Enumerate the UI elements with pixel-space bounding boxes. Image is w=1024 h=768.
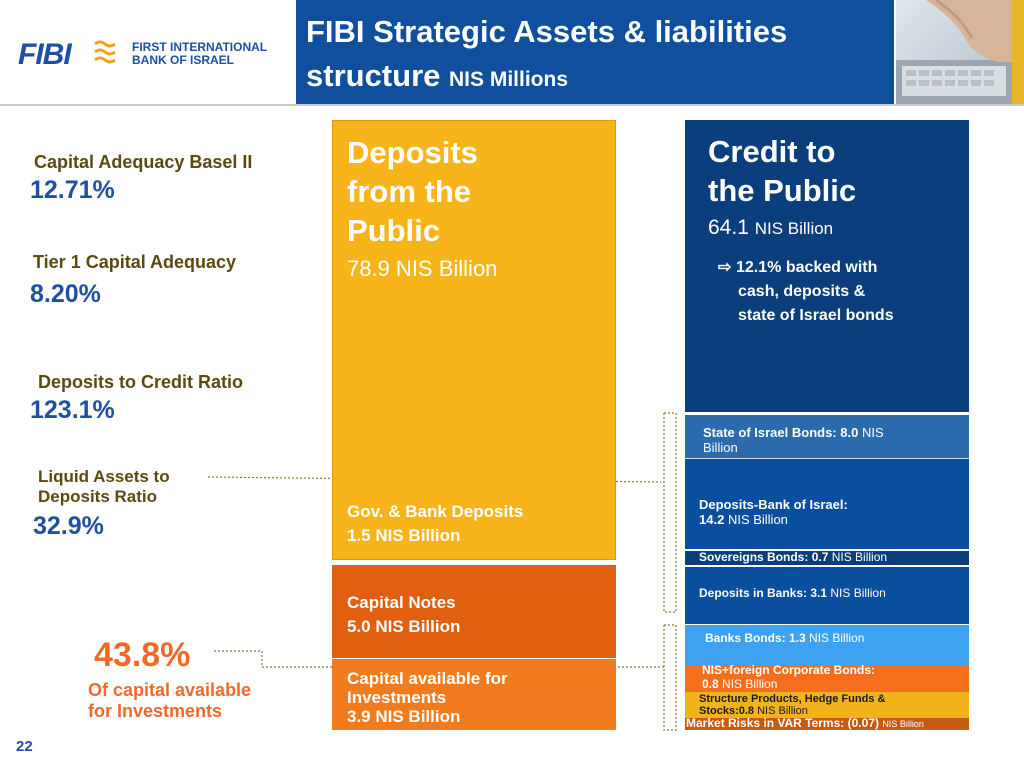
structure-label-line1: Structure Products, Hedge Funds &: [699, 693, 886, 705]
liquid-assets-value: 32.9%: [33, 512, 104, 540]
state-bonds-value: 8.0: [840, 425, 859, 440]
investment-capital-label: [88, 680, 288, 722]
credit-title-line1: Credit to: [708, 134, 836, 169]
var-label: Market Risks in VAR Terms: (0.07): [686, 716, 879, 730]
liquid-assets-label: [38, 467, 218, 507]
bank-of-israel-deposits-text: [699, 497, 949, 527]
capital-notes-value: 5.0 NIS Billion: [347, 617, 461, 636]
structure-unit: NIS Billion: [757, 705, 808, 717]
credit-title: [708, 132, 928, 210]
capital-adequacy-label: Capital Adequacy Basel II: [34, 152, 253, 172]
investment-capital-label-line2: for Investments: [88, 701, 223, 721]
page-title: FIBI Strategic Assets & liabilities: [306, 14, 788, 49]
corporate-bonds-text: [702, 663, 962, 691]
deposits-credit-value: 123.1%: [30, 396, 115, 424]
capital-available-label-line2: Investments: [347, 688, 447, 707]
gov-bank-deposits-value: 1.5 NIS Billion: [347, 526, 461, 545]
state-bonds-unit: NIS: [861, 425, 884, 440]
sovereign-bonds-text: [699, 550, 969, 565]
sovereign-label: Sovereigns Bonds: 0.7: [699, 550, 829, 564]
credit-note-line2: cash, deposits &: [738, 283, 866, 300]
credit-value-unit: NIS Billion: [754, 219, 834, 238]
investment-capital-label-line1: Of capital available: [88, 680, 252, 700]
investment-capital-percent: 43.8%: [94, 636, 191, 674]
logo-name-line1: FIRST INTERNATIONAL: [132, 40, 268, 54]
capital-notes-label: Capital Notes: [347, 593, 456, 612]
structured-products-text: [699, 693, 959, 717]
market-risk-text: [686, 716, 976, 731]
bank-bonds-unit: NIS Billion: [809, 631, 865, 645]
deposits-title-line2: from the: [347, 174, 471, 209]
credit-note: [718, 256, 948, 328]
credit-note-line3: state of Israel bonds: [738, 307, 894, 324]
bank-bonds-text: [705, 631, 955, 646]
corporate-unit: NIS Billion: [722, 677, 778, 691]
state-bonds-text: [703, 425, 953, 455]
deposits-banks-unit: NIS Billion: [830, 586, 886, 600]
structure-label-line2: Stocks:0.8: [699, 705, 755, 717]
logo-name-line2: BANK OF ISRAEL: [132, 53, 234, 67]
boi-value: 14.2: [699, 512, 725, 527]
corporate-label: NIS+foreign Corporate Bonds:: [702, 663, 876, 677]
credit-note-line1: 12.1% backed with: [736, 259, 878, 276]
tier1-label: Tier 1 Capital Adequacy: [33, 252, 237, 272]
capital-available-value: 3.9 NIS Billion: [347, 707, 461, 726]
boi-unit: NIS Billion: [727, 512, 788, 527]
deposits-in-banks-text: [699, 586, 959, 601]
page-title-structure: structure: [306, 58, 441, 93]
state-bonds-label: State of Israel Bonds:: [703, 425, 837, 440]
liquid-assets-label-line1: Liquid Assets to: [38, 467, 170, 486]
deposits-value: 78.9 NIS Billion: [347, 256, 498, 281]
arrow-right-icon: ⇨: [718, 259, 732, 276]
tier1-value: 8.20%: [30, 280, 101, 308]
var-unit: NIS Billion: [882, 719, 924, 729]
credit-value: [708, 216, 833, 240]
page-number: 22: [16, 738, 33, 755]
sovereign-unit: NIS Billion: [831, 550, 888, 564]
page-title-unit: NIS Millions: [449, 68, 569, 91]
gov-bank-deposits-label: Gov. & Bank Deposits: [347, 502, 524, 521]
deposits-title-line1: Deposits: [347, 135, 478, 170]
capital-adequacy-value: 12.71%: [30, 176, 115, 204]
boi-label: Deposits-Bank of Israel:: [699, 497, 848, 512]
deposits-title: [347, 133, 547, 250]
credit-value-number: 64.1: [708, 216, 749, 239]
liquid-assets-label-line2: Deposits Ratio: [38, 487, 158, 506]
deposits-title-line3: Public: [347, 213, 441, 248]
deposits-banks-label: Deposits in Banks: 3.1: [699, 586, 828, 600]
bank-bonds-label: Banks Bonds: 1.3: [705, 631, 806, 645]
deposits-credit-label: Deposits to Credit Ratio: [38, 372, 244, 392]
state-bonds-unit2: Billion: [703, 440, 738, 455]
corporate-value: 0.8: [702, 677, 719, 691]
credit-title-line2: the Public: [708, 173, 857, 208]
logo-text: FIBI: [18, 38, 71, 71]
capital-available-label-line1: Capital available for: [347, 669, 508, 688]
